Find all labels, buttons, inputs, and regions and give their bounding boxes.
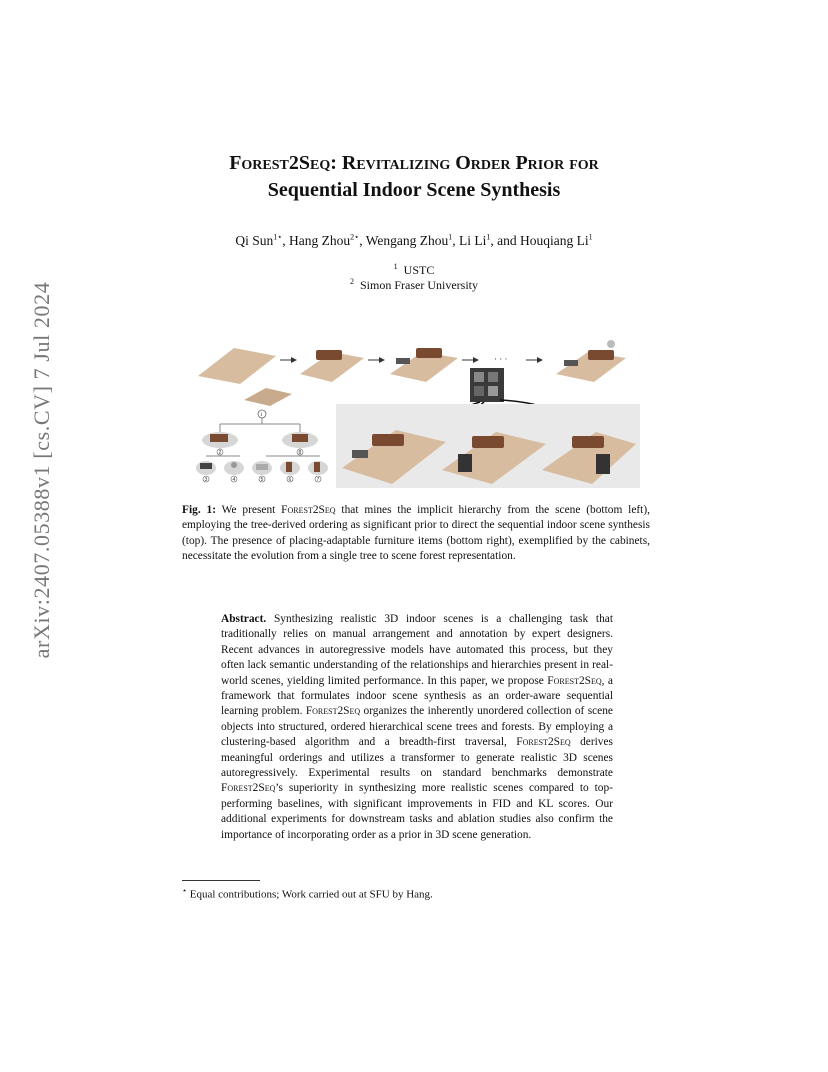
title-line-2: Sequential Indoor Scene Synthesis: [267, 179, 561, 201]
floor-plane: [244, 388, 292, 406]
author: Li Li$^1$, and: [458, 232, 520, 248]
ellipsis: · · ·: [494, 354, 508, 364]
svg-text:6: 6: [288, 477, 292, 483]
cabinet: [458, 454, 472, 472]
table: [396, 358, 410, 364]
chandelier: [607, 340, 615, 348]
figure-1: [196, 338, 640, 488]
svg-text:5: 5: [260, 477, 264, 483]
svg-text:4: 4: [232, 477, 236, 483]
synthesis-sequence: [198, 340, 626, 384]
footnote: ⋆ Equal contributions; Work carried out at SFU by Hang.: [182, 886, 433, 901]
scene-tree: [196, 388, 328, 483]
table: [564, 360, 578, 366]
author: Qi Sun$^{1⋆}$,: [235, 232, 290, 248]
cabinet: [596, 454, 610, 474]
arxiv-sidebar: [22, 281, 62, 659]
sofa: [210, 434, 228, 442]
forest-scenes: [336, 404, 640, 488]
author-list: [0, 232, 828, 249]
affiliation: $^1$ USTC: [393, 262, 435, 277]
author: Wengang Zhou$^1$,: [365, 232, 459, 248]
abstract: Abstract. Synthesizing realistic 3D indoor scenes is a challenging task that traditionally relies on manual arrangement and annotation by expert designers. Recent advances in autoregressive models have automated this process, but they often lack semantic understanding of the relationships and hierarchies present in real-world scenes, yielding limited performance. In this paper, we propose Forest2Seq, a framework that formulates indoor scene synthesis as an order-aware sequential learning problem. Forest2Seq organizes the inherently unordered collection of scene objects into structured, ordered hierarchical scene trees and forests. By employing a clustering-based algorithm and a breadth-first traversal, Forest2Seq derives meaningful orderings and utilizes a transformer to generate realistic 3D scenes autoregressively. Experimental results on standard benchmarks demonstrate Forest2Seq’s superiority in synthesizing more realistic scenes compared to top-performing baselines, with significant improvements in FID and KL scores. Our additional experiments for downstream tasks and ablation studies also confirm the importance of incorporating order as a prior in 3D scene generation.: [221, 613, 613, 841]
sofa: [572, 436, 604, 448]
sofa: [416, 348, 442, 358]
svg-text:3: 3: [204, 477, 208, 483]
svg-text:1: 1: [260, 413, 263, 418]
author: Hang Zhou$^{2⋆}$,: [289, 232, 366, 248]
table: [352, 450, 368, 458]
svg-text:8: 8: [298, 450, 302, 456]
sofa: [472, 436, 504, 448]
svg-text:2: 2: [218, 450, 222, 456]
author: Houqiang Li$^1$: [519, 232, 593, 248]
table: [292, 434, 308, 442]
figure-caption: Fig. 1: We present Forest2Seq that mines the implicit hierarchy from the scene (bottom left), employing the tree-derived ordering as significant prior to direct the sequential indoor scene synthesis (top). The presence of placing-adaptable furniture items (bottom right), exemplified by the cabinets, necessitate the evolution from a single tree to scene forest representation.: [182, 504, 650, 563]
paper-title: [0, 150, 828, 204]
footnote-rule: [182, 880, 260, 881]
svg-text:7: 7: [316, 477, 320, 483]
title-line-1: Forest2Seq: Revitalizing Order Prior for: [229, 152, 599, 174]
floor-plane: [198, 348, 276, 384]
affiliation: $^2$ Simon Fraser University: [350, 277, 478, 292]
sofa: [316, 350, 342, 360]
leaf-nodes: [196, 461, 328, 475]
sofa: [588, 350, 614, 360]
sofa: [372, 434, 404, 446]
arxiv-identifier: arXiv:2407.05388v1 [cs.CV] 7 Jul 2024: [29, 281, 54, 659]
